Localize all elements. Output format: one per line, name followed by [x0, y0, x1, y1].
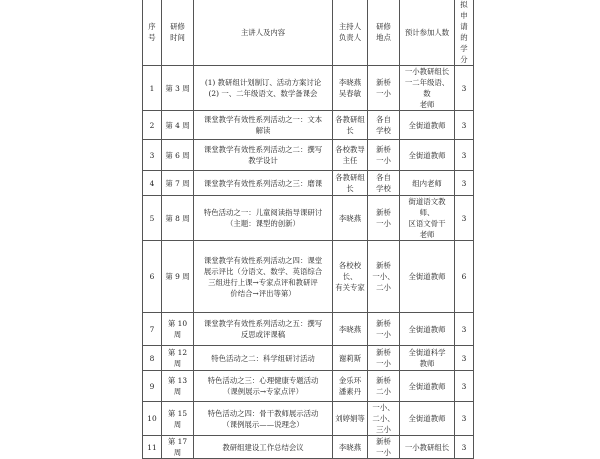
cell-content: 课堂教学有效性系列活动之五：撰写 反思或评课稿	[194, 313, 333, 346]
cell-seq: 8	[143, 346, 162, 371]
cell-content: 特色活动之二：科学组研讨活动	[194, 346, 333, 371]
cell-seq: 9	[143, 371, 162, 402]
table-row	[143, 241, 474, 313]
cell-participants: 全街道教师	[400, 313, 455, 346]
cell-week: 第 12 周	[162, 346, 194, 371]
schedule-table	[142, 0, 474, 459]
cell-place: 新桥 一小	[368, 66, 400, 111]
cell-content: 课堂教学有效性系列活动之一：文本 解读	[194, 111, 333, 140]
cell-week: 第 7 周	[162, 171, 194, 196]
cell-seq: 5	[143, 196, 162, 241]
cell-place: 新桥 一小、 二小	[368, 241, 400, 313]
cell-place: 新桥 二小	[368, 371, 400, 402]
cell-seq: 6	[143, 241, 162, 313]
cell-place: 各自 学校	[368, 171, 400, 196]
cell-content: 教研组建设工作总结会议	[194, 436, 333, 459]
table-row	[143, 171, 474, 196]
cell-place: 各自 学校	[368, 111, 400, 140]
header-row	[143, 0, 474, 66]
cell-place: 新桥 一小	[368, 140, 400, 171]
cell-lead: 各教研组长	[333, 111, 368, 140]
table-row	[143, 346, 474, 371]
cell-week: 第 17 周	[162, 436, 194, 459]
header-seq: 序号	[143, 0, 162, 66]
cell-lead: 金乐环 潘素丹	[333, 371, 368, 402]
cell-seq: 1	[143, 66, 162, 111]
cell-credit: 6	[455, 241, 474, 313]
header-credit: 拟申请 的学分	[455, 0, 474, 66]
cell-lead: 李晓燕	[333, 196, 368, 241]
table-row	[143, 436, 474, 459]
cell-credit: 3	[455, 371, 474, 402]
cell-lead: 李晓燕	[333, 313, 368, 346]
table-row	[143, 140, 474, 171]
cell-week: 第 6 周	[162, 140, 194, 171]
cell-credit: 3	[455, 402, 474, 436]
cell-participants: 街道语文教师、 区语文骨干 老师	[400, 196, 455, 241]
header-content: 主讲人及内容	[194, 0, 333, 66]
cell-lead: 李晓燕	[333, 436, 368, 459]
cell-participants: 一小教研组长	[400, 436, 455, 459]
cell-credit: 3	[455, 436, 474, 459]
cell-lead: 谢莉斯	[333, 346, 368, 371]
cell-place: 新桥 一小	[368, 196, 400, 241]
table-row	[143, 371, 474, 402]
cell-participants: 组内老师	[400, 171, 455, 196]
cell-week: 第 15 周	[162, 402, 194, 436]
table-row	[143, 196, 474, 241]
cell-content: (1) 教研组计划制订、活动方案讨论 (2) 一、二年级语文、数学备课会	[194, 66, 333, 111]
cell-credit: 3	[455, 66, 474, 111]
cell-lead: 刘婷娟等	[333, 402, 368, 436]
cell-credit: 3	[455, 171, 474, 196]
cell-credit: 3	[455, 140, 474, 171]
cell-week: 第 8 周	[162, 196, 194, 241]
cell-seq: 7	[143, 313, 162, 346]
cell-content: 特色活动之四：骨干教师展示活动 （课例展示——说理念）	[194, 402, 333, 436]
cell-lead: 李晓燕 吴春敏	[333, 66, 368, 111]
cell-participants: 全街道教师	[400, 241, 455, 313]
cell-credit: 3	[455, 346, 474, 371]
header-lead: 主持人 负责人	[333, 0, 368, 66]
cell-lead: 各教研组长	[333, 171, 368, 196]
table-row	[143, 66, 474, 111]
cell-place: 新桥 一小	[368, 436, 400, 459]
cell-participants: 全街道教师	[400, 371, 455, 402]
header-week: 研修 时间	[162, 0, 194, 66]
cell-lead: 各校校长、 有关专家	[333, 241, 368, 313]
cell-credit: 3	[455, 313, 474, 346]
cell-lead: 各校教导 主任	[333, 140, 368, 171]
cell-seq: 11	[143, 436, 162, 459]
cell-week: 第 10 周	[162, 313, 194, 346]
cell-week: 第 3 周	[162, 66, 194, 111]
cell-place: 新桥 一小	[368, 346, 400, 371]
cell-content: 特色活动之一：儿童阅读指导课研讨 （主题：课型的创新）	[194, 196, 333, 241]
cell-place: 一小、 二小、 三小	[368, 402, 400, 436]
cell-participants: 全街道科学 教师	[400, 346, 455, 371]
cell-content: 课堂教学有效性系列活动之三：磨课	[194, 171, 333, 196]
cell-week: 第 9 周	[162, 241, 194, 313]
header-participants: 预计参加人数	[400, 0, 455, 66]
cell-week: 第 13 周	[162, 371, 194, 402]
cell-participants: 全街道教师	[400, 111, 455, 140]
cell-content: 课堂教学有效性系列活动之四：课堂 展示评比（分语文、数学、英语综合 三组进行上课→专家点评和教研评 价结合→评出等第）	[194, 241, 333, 313]
cell-week: 第 4 周	[162, 111, 194, 140]
cell-credit: 3	[455, 111, 474, 140]
cell-content: 特色活动之三：心理健康专题活动 （课例展示→专家点评）	[194, 371, 333, 402]
cell-credit: 3	[455, 196, 474, 241]
cell-seq: 3	[143, 140, 162, 171]
cell-participants: 一小教研组长 一二年级语、数 老师	[400, 66, 455, 111]
cell-seq: 2	[143, 111, 162, 140]
table-row	[143, 313, 474, 346]
header-place: 研修 地点	[368, 0, 400, 66]
cell-participants: 全街道教师	[400, 140, 455, 171]
cell-participants: 全街道教师	[400, 402, 455, 436]
cell-seq: 4	[143, 171, 162, 196]
cell-place: 新桥 一小	[368, 313, 400, 346]
cell-seq: 10	[143, 402, 162, 436]
table-row	[143, 402, 474, 436]
table-row	[143, 111, 474, 140]
cell-content: 课堂教学有效性系列活动之二：撰写 教学设计	[194, 140, 333, 171]
